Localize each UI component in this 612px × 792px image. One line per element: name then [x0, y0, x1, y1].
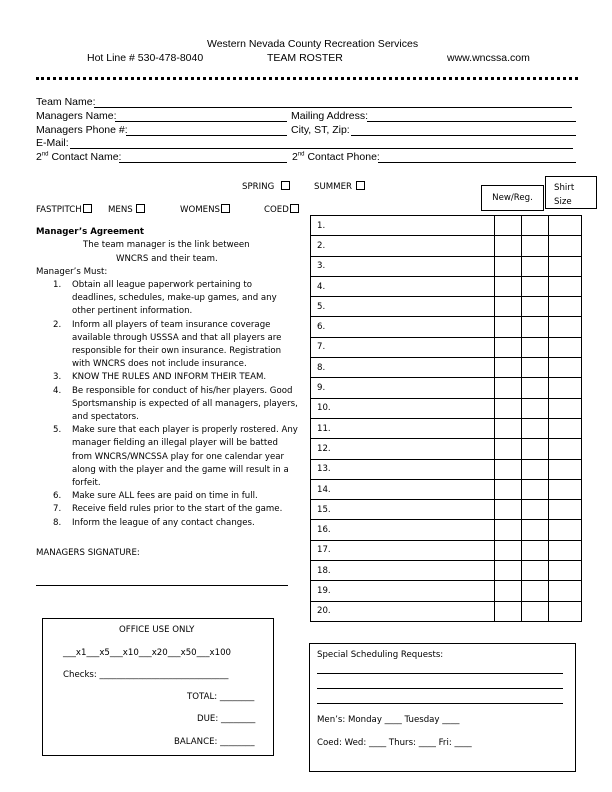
roster-player-cell[interactable]	[311, 398, 495, 418]
roster-reg-cell[interactable]	[522, 216, 549, 236]
division-coed[interactable]	[264, 204, 299, 215]
agreement-item-number: 1.	[53, 280, 62, 290]
roster-player-cell[interactable]	[311, 337, 495, 357]
roster-shirt-cell[interactable]	[549, 337, 582, 357]
roster-row	[311, 418, 582, 438]
roster-reg-cell[interactable]	[522, 297, 549, 317]
scheduling-mens[interactable]: Men’s: Monday ____ Tuesday ____	[317, 715, 460, 725]
division-womens[interactable]	[180, 204, 230, 215]
roster-shirt-cell[interactable]	[549, 358, 582, 378]
mailing-address-label: Mailing Address:	[291, 110, 369, 122]
office-balance[interactable]: BALANCE: ________	[174, 737, 255, 747]
roster-player-cell[interactable]	[311, 601, 495, 621]
roster-shirt-cell[interactable]	[549, 479, 582, 499]
roster-player-cell[interactable]	[311, 378, 495, 398]
agreement-item-text: Inform all players of team insurance coverage available through USSSA and that all players are responsible for their own insurance. Registration with WNCRS does not include insurance.	[72, 319, 282, 370]
roster-reg-cell[interactable]	[522, 337, 549, 357]
roster-row-number: 9.	[317, 383, 326, 394]
roster-new-cell[interactable]	[495, 297, 522, 317]
mailing-address-field[interactable]	[367, 121, 576, 122]
roster-player-cell[interactable]	[311, 561, 495, 581]
agreement-item-number: 6.	[53, 491, 62, 502]
roster-row-number: 4.	[317, 281, 326, 292]
roster-shirt-cell[interactable]	[549, 378, 582, 398]
roster-player-cell[interactable]	[311, 500, 495, 520]
roster-row	[311, 439, 582, 459]
coed-label: COED	[264, 205, 289, 215]
roster-player-cell[interactable]	[311, 520, 495, 540]
roster-row	[311, 601, 582, 621]
scheduling-line-1[interactable]	[317, 673, 563, 674]
roster-shirt-cell[interactable]	[549, 500, 582, 520]
agreement-item	[36, 371, 298, 384]
roster-new-cell[interactable]	[495, 459, 522, 479]
roster-reg-cell[interactable]	[522, 378, 549, 398]
agreement-intro-line1: The team manager is the link between	[83, 240, 250, 250]
roster-new-cell[interactable]	[495, 561, 522, 581]
roster-row-number: 18.	[317, 565, 331, 576]
roster-new-cell[interactable]	[495, 540, 522, 560]
roster-player-cell[interactable]	[311, 297, 495, 317]
team-name-label: Team Name:	[36, 96, 96, 108]
roster-player-cell[interactable]	[311, 276, 495, 296]
roster-reg-cell[interactable]	[522, 479, 549, 499]
managers-phone-label: Managers Phone #:	[36, 124, 128, 136]
roster-row	[311, 500, 582, 520]
roster-shirt-cell[interactable]	[549, 276, 582, 296]
spring-label: SPRING	[242, 182, 275, 192]
second-contact-phone-sup: nd	[297, 151, 305, 158]
roster-shirt-cell[interactable]	[549, 439, 582, 459]
fastpitch-label: FASTPITCH	[36, 205, 82, 215]
roster-new-cell[interactable]	[495, 317, 522, 337]
roster-player-cell[interactable]	[311, 256, 495, 276]
roster-new-cell[interactable]	[495, 418, 522, 438]
roster-reg-cell[interactable]	[522, 459, 549, 479]
division-fastpitch[interactable]	[36, 204, 92, 215]
roster-row-number: 6.	[317, 322, 326, 333]
agreement-item-text: KNOW THE RULES AND INFORM THEIR TEAM.	[72, 372, 267, 383]
roster-player-cell[interactable]	[311, 418, 495, 438]
agreement-item-number: 3.	[53, 372, 62, 383]
mens-label: MENS	[108, 205, 133, 215]
second-contact-phone-label	[292, 151, 380, 163]
roster-row-number: 19.	[317, 585, 331, 596]
roster-reg-cell[interactable]	[522, 540, 549, 560]
roster-row-number: 7.	[317, 342, 326, 353]
summer-label: SUMMER	[314, 182, 352, 192]
office-due[interactable]: DUE: ________	[197, 714, 256, 724]
roster-row	[311, 520, 582, 540]
season-summer[interactable]	[314, 181, 365, 192]
roster-reg-cell[interactable]	[522, 561, 549, 581]
scheduling-title: Special Scheduling Requests:	[317, 650, 444, 660]
roster-new-cell[interactable]	[495, 337, 522, 357]
email-field[interactable]	[70, 148, 573, 149]
agreement-item-text: Receive field rules prior to the start of the game.	[72, 504, 283, 515]
roster-reg-cell[interactable]	[522, 398, 549, 418]
agreement-item-number: 8.	[53, 517, 62, 528]
roster-shirt-cell[interactable]	[549, 398, 582, 418]
roster-new-cell[interactable]	[495, 398, 522, 418]
roster-reg-cell[interactable]	[522, 500, 549, 520]
roster-new-cell[interactable]	[495, 256, 522, 276]
womens-checkbox[interactable]	[221, 204, 230, 213]
roster-table	[310, 215, 582, 622]
roster-new-cell[interactable]	[495, 236, 522, 256]
roster-row	[311, 317, 582, 337]
website: www.wncssa.com	[447, 52, 530, 64]
managers-name-label: Managers Name:	[36, 110, 117, 122]
roster-shirt-cell[interactable]	[549, 418, 582, 438]
roster-row	[311, 256, 582, 276]
roster-reg-cell[interactable]	[522, 256, 549, 276]
roster-new-cell[interactable]	[495, 601, 522, 621]
city-st-zip-field[interactable]	[351, 135, 576, 136]
agreement-item-text: Inform the league of any contact changes.	[72, 517, 255, 528]
roster-row-number: 11.	[317, 423, 331, 434]
roster-shirt-cell[interactable]	[549, 540, 582, 560]
roster-row-number: 10.	[317, 403, 331, 414]
agreement-item	[36, 385, 298, 425]
new-reg-header	[481, 185, 544, 211]
roster-new-cell[interactable]	[495, 216, 522, 236]
roster-row	[311, 216, 582, 236]
office-checks[interactable]: Checks: ______________________________	[63, 670, 229, 680]
agreement-title: Manager’s Agreement	[36, 227, 144, 237]
agreement-item-text: Make sure ALL fees are paid on time in full.	[72, 491, 258, 502]
roster-new-cell[interactable]	[495, 378, 522, 398]
form-title: TEAM ROSTER	[267, 52, 343, 64]
roster-player-cell[interactable]	[311, 581, 495, 601]
office-denominations[interactable]: ___x1___x5___x10___x20___x50___x100	[63, 648, 232, 658]
roster-new-cell[interactable]	[495, 479, 522, 499]
roster-row-number: 13.	[317, 464, 331, 475]
roster-player-cell[interactable]	[311, 317, 495, 337]
scheduling-box	[309, 643, 576, 772]
roster-new-cell[interactable]	[495, 581, 522, 601]
roster-row-number: 3.	[317, 261, 326, 272]
city-st-zip-label: City, ST, Zip:	[291, 124, 350, 136]
roster-row	[311, 561, 582, 581]
agreement-item-number: 2.	[53, 319, 62, 330]
agreement-item	[36, 319, 298, 372]
second-contact-phone-ordinal: 2	[292, 151, 298, 163]
agreement-item	[36, 279, 298, 319]
roster-row	[311, 581, 582, 601]
agreement-item-number: 4.	[53, 385, 62, 396]
roster-row-number: 14.	[317, 484, 331, 495]
office-title: OFFICE USE ONLY	[119, 625, 195, 635]
agreement-item	[36, 490, 298, 503]
summer-checkbox[interactable]	[356, 181, 365, 190]
coed-checkbox[interactable]	[290, 204, 299, 213]
hotline: Hot Line # 530-478-8040	[87, 52, 204, 64]
roster-player-cell[interactable]	[311, 459, 495, 479]
roster-row	[311, 236, 582, 256]
managers-name-field[interactable]	[115, 121, 287, 122]
header-divider	[36, 77, 578, 80]
roster-reg-cell[interactable]	[522, 276, 549, 296]
signature-label: MANAGERS SIGNATURE:	[36, 548, 140, 558]
roster-row-number: 12.	[317, 443, 331, 454]
agreement-intro-line2: WNCRS and their team.	[116, 254, 218, 264]
roster-row	[311, 459, 582, 479]
roster-reg-cell[interactable]	[522, 520, 549, 540]
agreement-item-number: 7.	[53, 504, 62, 515]
scheduling-coed[interactable]: Coed: Wed: ____ Thurs: ____ Fri: ____	[317, 738, 472, 748]
managers-phone-field[interactable]	[126, 135, 287, 136]
managers-must-label: Manager’s Must:	[36, 267, 108, 277]
size-label: Size	[554, 197, 572, 207]
new-reg-label: New/Reg.	[492, 193, 533, 203]
roster-shirt-cell[interactable]	[549, 520, 582, 540]
roster-shirt-cell[interactable]	[549, 297, 582, 317]
division-mens[interactable]	[108, 204, 145, 215]
roster-reg-cell[interactable]	[522, 601, 549, 621]
roster-new-cell[interactable]	[495, 500, 522, 520]
roster-player-cell[interactable]	[311, 358, 495, 378]
roster-new-cell[interactable]	[495, 276, 522, 296]
roster-row	[311, 398, 582, 418]
mens-checkbox[interactable]	[136, 204, 145, 213]
roster-player-cell[interactable]	[311, 216, 495, 236]
agreement-item-number: 5.	[53, 425, 62, 436]
shirt-label: Shirt	[554, 183, 575, 193]
roster-row	[311, 378, 582, 398]
roster-row-number: 20.	[317, 606, 331, 617]
second-contact-name-field[interactable]	[119, 162, 287, 163]
second-contact-sup: nd	[41, 151, 49, 158]
roster-row-number: 1.	[317, 220, 326, 231]
signature-field[interactable]	[36, 585, 288, 586]
agreement-item	[36, 517, 298, 530]
roster-reg-cell[interactable]	[522, 236, 549, 256]
roster-row-number: 17.	[317, 545, 331, 556]
team-name-field[interactable]	[94, 107, 572, 108]
scheduling-line-2[interactable]	[317, 688, 563, 689]
agreement-item	[36, 424, 298, 490]
office-use-box	[42, 618, 274, 756]
agreement-item-text: Make sure that each player is properly rostered. Any manager fielding an illegal player will be batted from WNCRS/WNCSSA play for one calendar year along with the player and the game will result in a forfeit.	[72, 425, 298, 489]
agreement-item	[36, 503, 298, 516]
roster-reg-cell[interactable]	[522, 317, 549, 337]
roster-row	[311, 297, 582, 317]
roster-row-number: 15.	[317, 504, 331, 515]
roster-row	[311, 479, 582, 499]
roster-shirt-cell[interactable]	[549, 459, 582, 479]
roster-shirt-cell[interactable]	[549, 581, 582, 601]
season-spring[interactable]	[242, 181, 290, 192]
roster-new-cell[interactable]	[495, 520, 522, 540]
roster-row	[311, 276, 582, 296]
second-contact-phone-field[interactable]	[378, 162, 576, 163]
roster-new-cell[interactable]	[495, 358, 522, 378]
roster-player-cell[interactable]	[311, 439, 495, 459]
roster-shirt-cell[interactable]	[549, 256, 582, 276]
agreement-list	[36, 279, 298, 530]
second-contact-ordinal: 2	[36, 151, 42, 163]
email-label: E-Mail:	[36, 137, 69, 149]
roster-row	[311, 337, 582, 357]
fastpitch-checkbox[interactable]	[83, 204, 92, 213]
agreement-item-text: Be responsible for conduct of his/her players. Good Sportsmanship is expected of all managers, players, and spectators.	[72, 385, 298, 423]
roster-shirt-cell[interactable]	[549, 216, 582, 236]
roster-row-number: 5.	[317, 301, 326, 312]
womens-label: WOMENS	[180, 205, 220, 215]
roster-row-number: 16.	[317, 525, 331, 536]
office-total[interactable]: TOTAL: ________	[187, 692, 255, 702]
second-contact-name-label	[36, 151, 121, 163]
roster-player-cell[interactable]	[311, 540, 495, 560]
roster-reg-cell[interactable]	[522, 439, 549, 459]
roster-player-cell[interactable]	[311, 236, 495, 256]
roster-row	[311, 358, 582, 378]
roster-row-number: 2.	[317, 240, 326, 251]
roster-shirt-cell[interactable]	[549, 317, 582, 337]
agreement-item-text: Obtain all league paperwork pertaining to deadlines, schedules, make-up games, and any other pertinent information.	[72, 280, 277, 317]
roster-row	[311, 540, 582, 560]
roster-reg-cell[interactable]	[522, 581, 549, 601]
roster-reg-cell[interactable]	[522, 358, 549, 378]
roster-reg-cell[interactable]	[522, 418, 549, 438]
roster-row-number: 8.	[317, 362, 326, 373]
organization-name: Western Nevada County Recreation Services	[207, 38, 419, 50]
roster-player-cell[interactable]	[311, 479, 495, 499]
second-contact-phone-text: Contact Phone:	[304, 151, 380, 163]
shirt-size-header	[545, 176, 597, 209]
second-contact-name-text: Contact Name:	[48, 151, 122, 163]
roster-shirt-cell[interactable]	[549, 236, 582, 256]
roster-shirt-cell[interactable]	[549, 601, 582, 621]
spring-checkbox[interactable]	[281, 181, 290, 190]
roster-new-cell[interactable]	[495, 439, 522, 459]
roster-shirt-cell[interactable]	[549, 561, 582, 581]
scheduling-line-3[interactable]	[317, 703, 563, 704]
